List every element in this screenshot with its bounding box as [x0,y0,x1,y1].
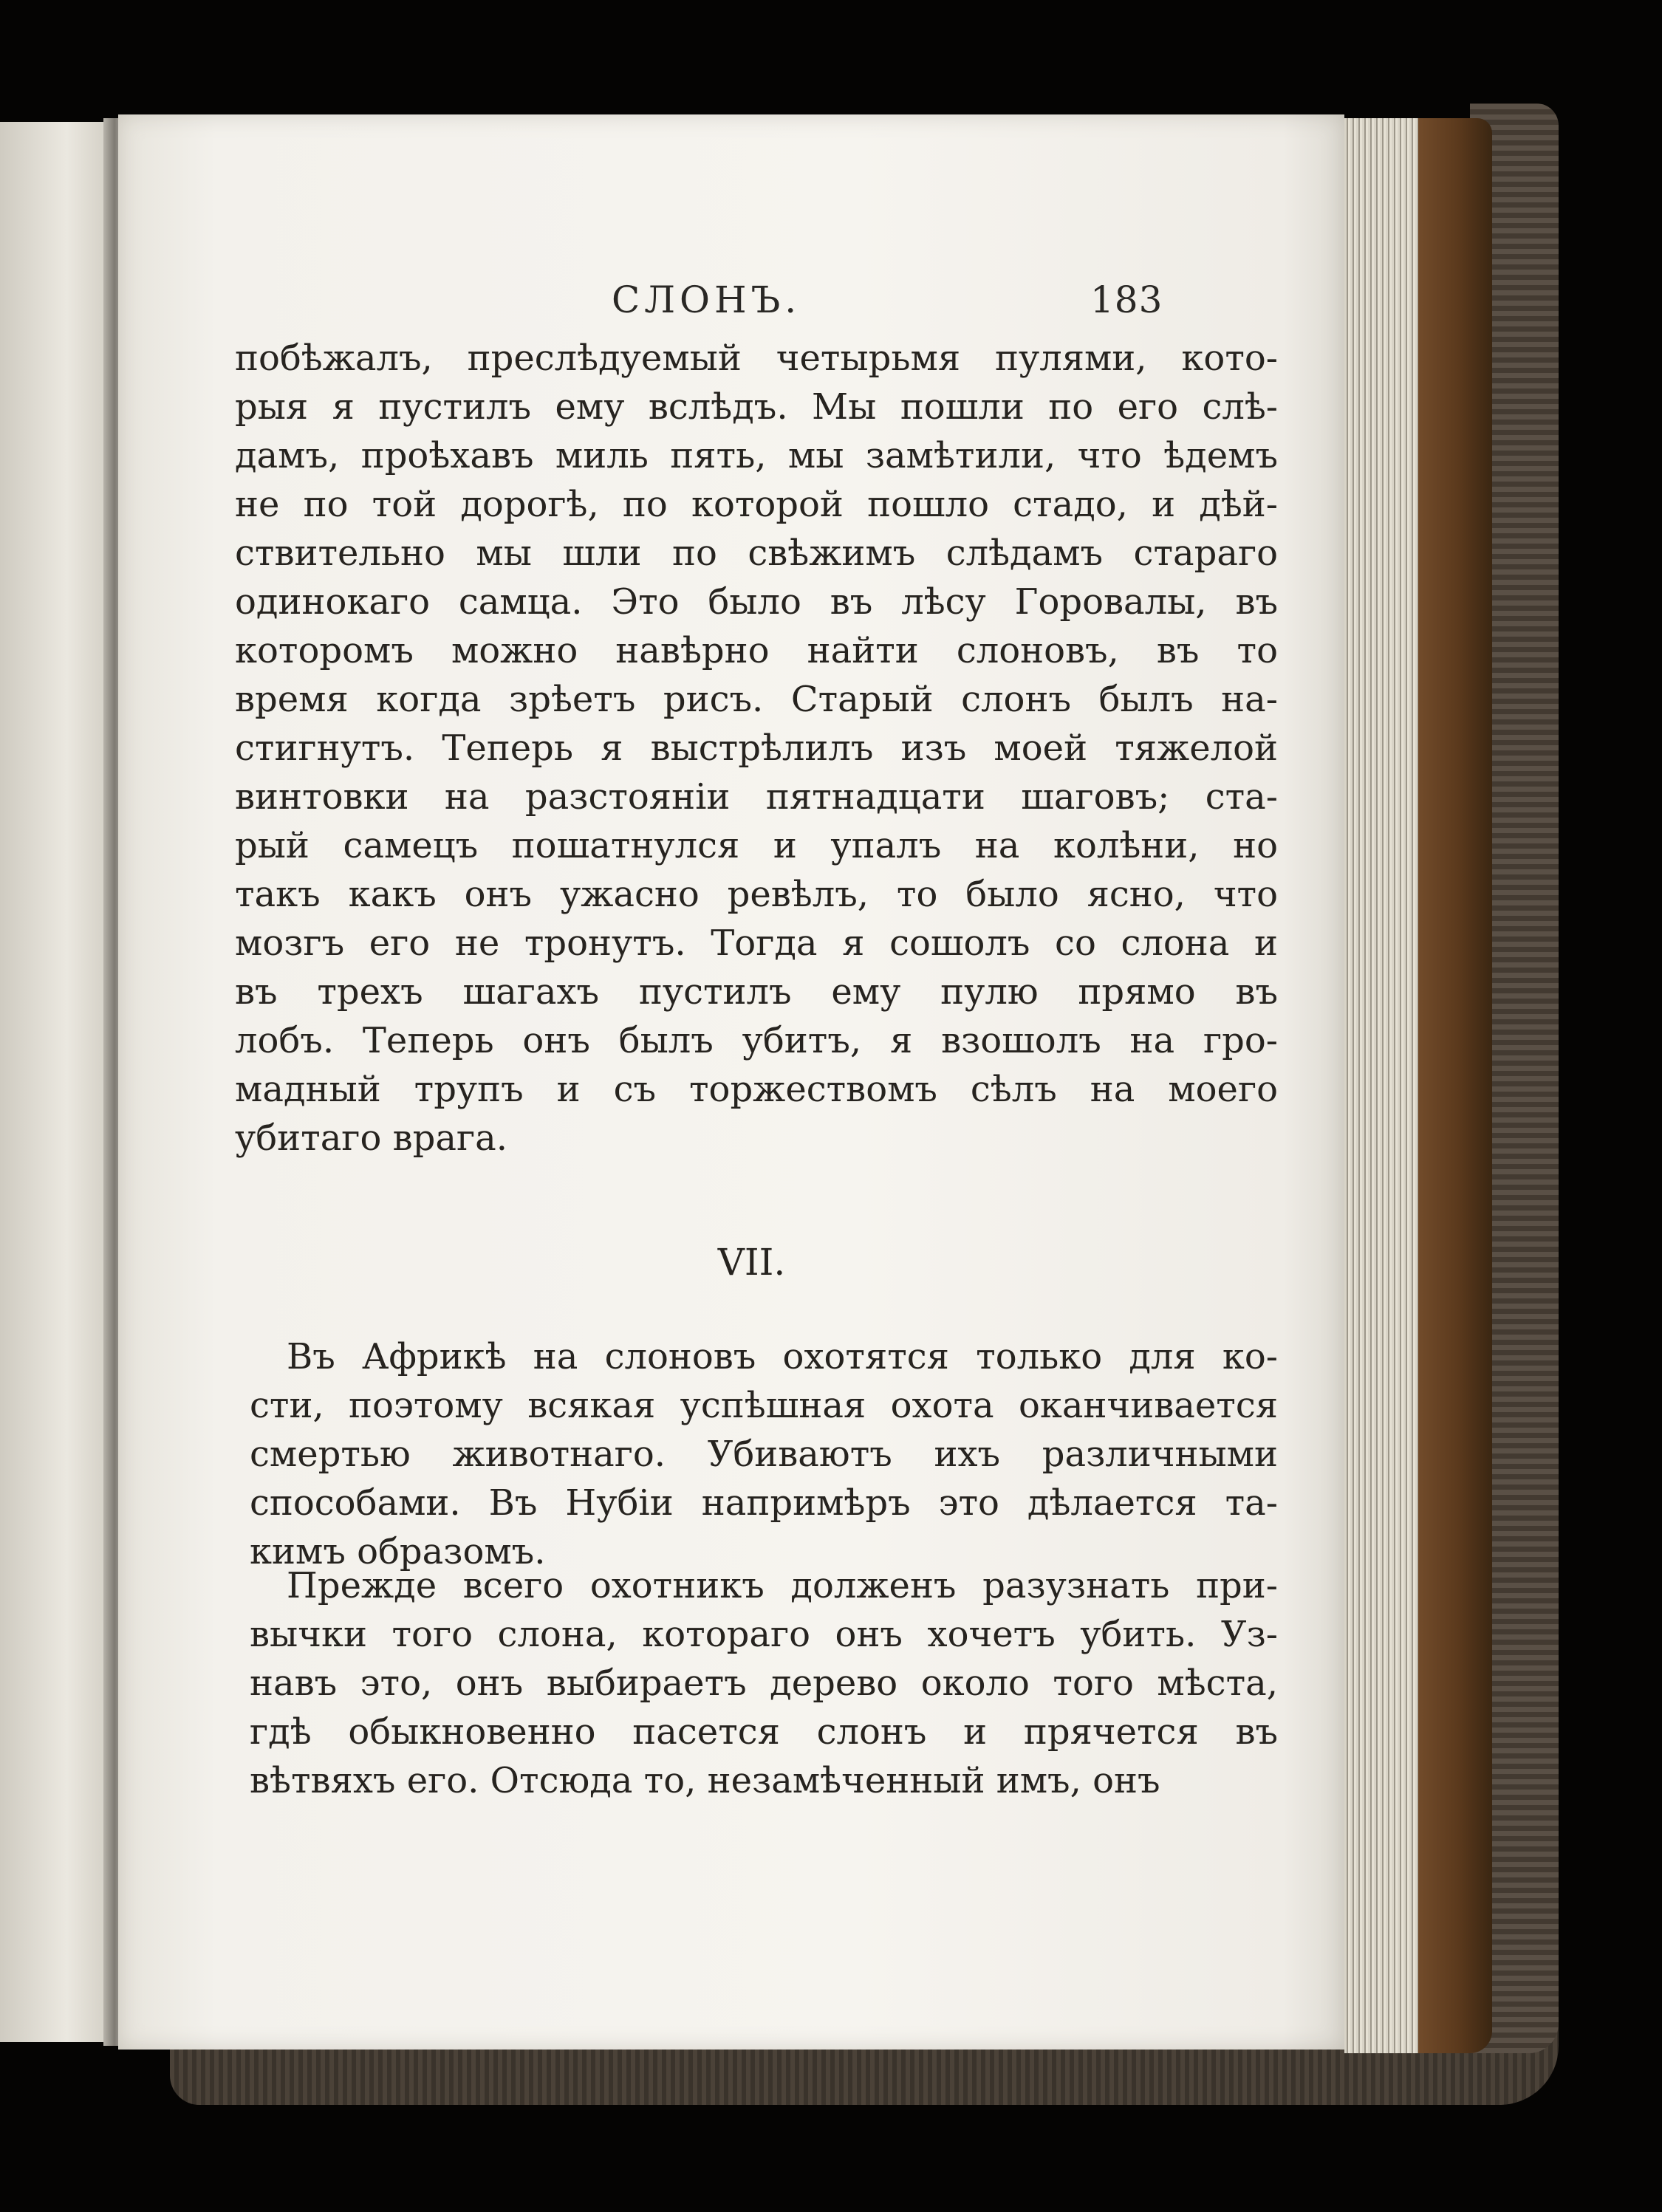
text-line: не по той дорогѣ, по которой пошло стадо, и дѣй- [235,484,1278,525]
text-line: мозгъ его не тронутъ. Тогда я сошолъ со слона и [235,922,1278,964]
text-line: сти, поэтому всякая успѣшная охота оканчивается [250,1385,1278,1426]
text-line: навъ это, онъ выбираетъ дерево около того мѣста, [250,1663,1278,1704]
text-line: въ трехъ шагахъ пустилъ ему пулю прямо въ [235,971,1278,1013]
text-line: винтовки на разстояніи пятнадцати шаговъ; ста- [235,776,1278,818]
text-line: убитаго врага. [235,1117,507,1159]
text-line: ствительно мы шли по свѣжимъ слѣдамъ стараго [235,533,1278,574]
text-line: Прежде всего охотникъ долженъ разузнать при- [287,1565,1278,1606]
text-line: рый самецъ пошатнулся и упалъ на колѣни, но [235,825,1278,866]
text-line: стигнутъ. Теперь я выстрѣлилъ изъ моей тяжелой [235,727,1278,769]
text-line: побѣжалъ, преслѣдуемый четырьмя пулями, кото- [235,338,1278,379]
text-line: мадный трупъ и съ торжествомъ сѣлъ на моего [235,1069,1278,1110]
text-line: которомъ можно навѣрно найти слоновъ, въ то [235,630,1278,671]
text-line: лобъ. Теперь онъ былъ убитъ, я взошолъ на гро- [235,1020,1278,1061]
book-page [118,114,1344,2050]
running-title: СЛОНЪ. [612,278,801,321]
text-line: вѣтвяхъ его. Отсюда то, незамѣченный имъ, онъ [250,1760,1160,1801]
text-line: способами. Въ Нубіи напримѣръ это дѣлается та- [250,1482,1278,1524]
page-number: 183 [1090,278,1163,321]
text-line: вычки того слона, котораго онъ хочетъ убить. Уз- [250,1614,1278,1655]
text-line: кимъ образомъ. [250,1531,546,1572]
text-line: рыя я пустилъ ему вслѣдъ. Мы пошли по его слѣ- [235,386,1278,428]
text-line: смертью животнаго. Убиваютъ ихъ различными [250,1434,1278,1475]
page-edges [1344,118,1418,2053]
text-line: гдѣ обыкновенно пасется слонъ и прячется въ [250,1711,1278,1753]
left-page [0,122,111,2042]
text-line: одинокаго самца. Это было въ лѣсу Горовалы, въ [235,581,1278,623]
text-line: время когда зрѣетъ рисъ. Старый слонъ былъ на- [235,679,1278,720]
text-line: дамъ, проѣхавъ миль пять, мы замѣтили, что ѣдемъ [235,435,1278,476]
text-line: такъ какъ онъ ужасно ревѣлъ, то было ясно, что [235,874,1278,915]
text-line: Въ Африкѣ на слоновъ охотятся только для ко- [287,1336,1278,1377]
section-heading: VII. [717,1241,786,1284]
